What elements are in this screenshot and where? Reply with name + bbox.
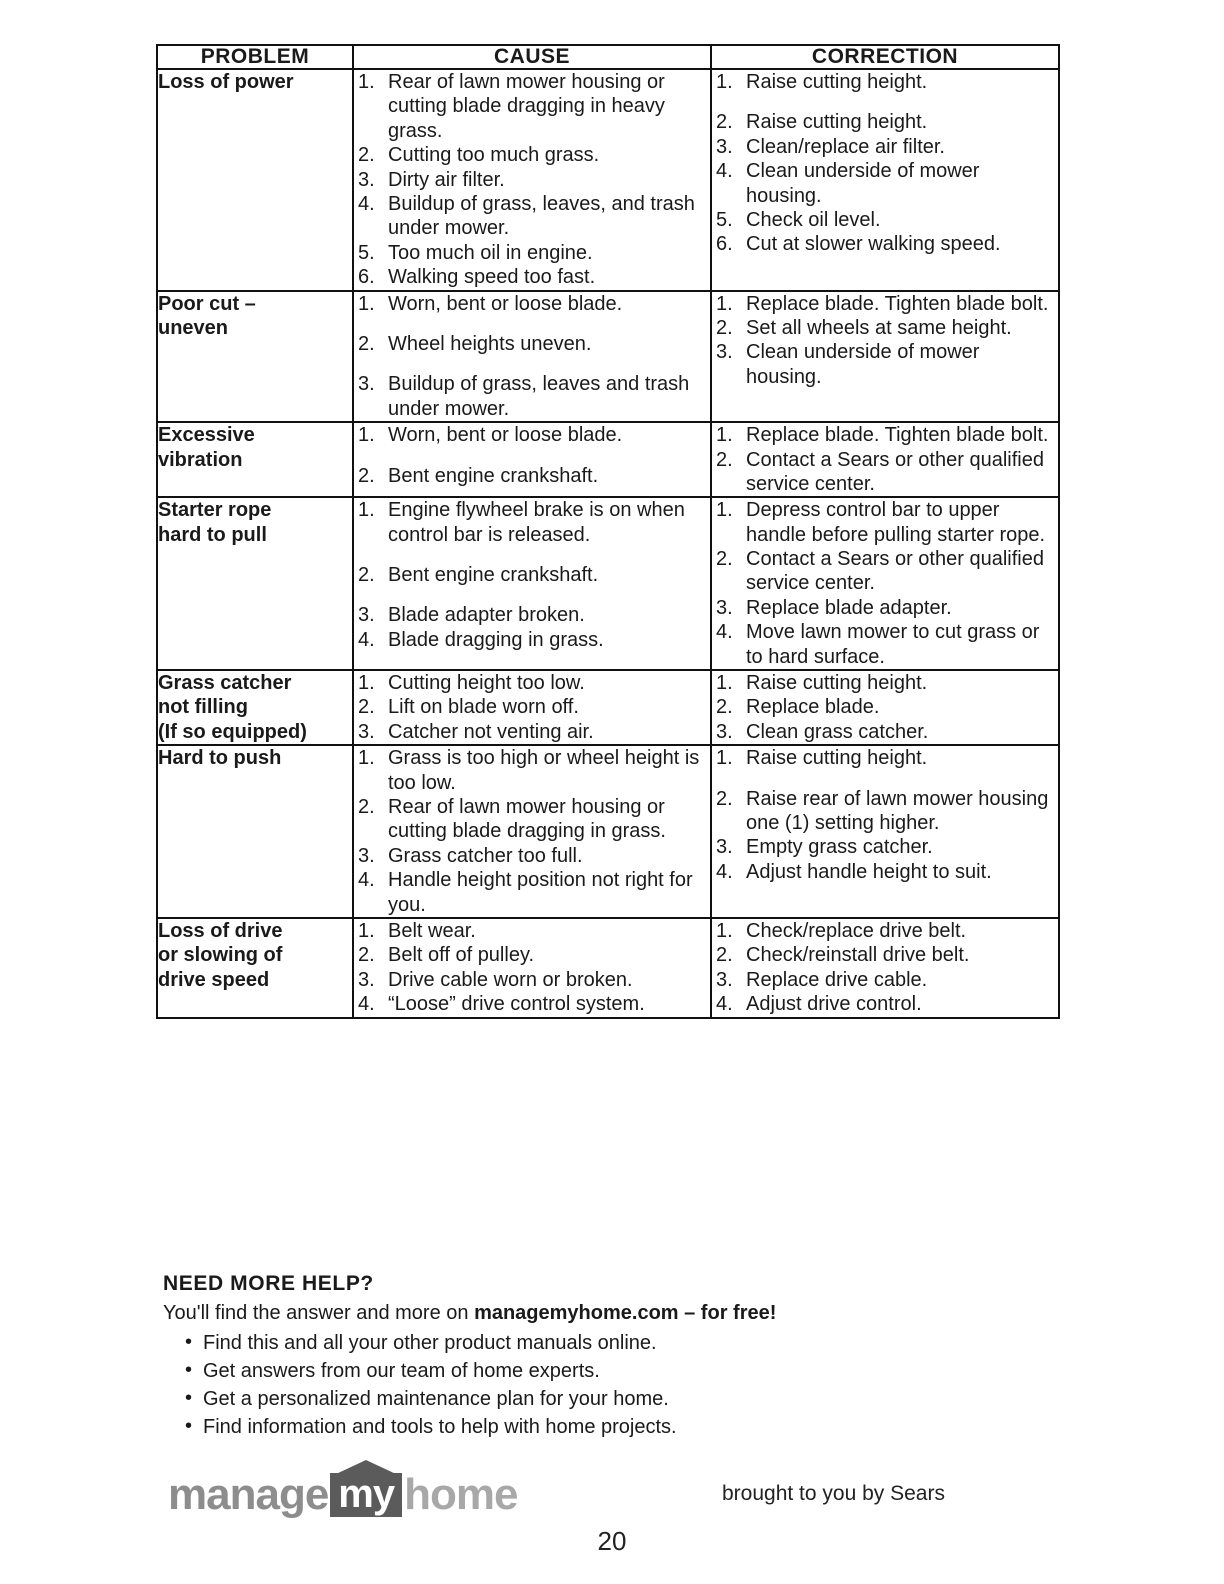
page-footer [0,1470,1224,1584]
list-item-text: Too much oil in engine. [388,241,593,264]
list-item-text: Buildup of grass, leaves, and trash under mower. [388,193,695,240]
list-item-number: 1. [716,292,733,315]
correction-list [712,292,1058,390]
list-item [712,110,1058,134]
list-item [354,423,710,447]
need-more-help-heading: NEED MORE HELP? [163,1272,374,1295]
list-item [712,720,1058,744]
list-item-text: Contact a Sears or other qualified service center. [746,548,1044,595]
problem-line: vibration [158,448,243,471]
problem-line: Starter rope [158,499,272,522]
list-item-text: Raise cutting height. [746,111,928,134]
list-item-number: 2. [716,111,733,134]
list-item [354,168,710,192]
list-item-text: Depress control bar to upper handle before pulling starter rope. [746,499,1046,546]
problem-line: drive speed [158,968,270,991]
problem-cell [157,497,353,670]
problem-line: Loss of drive [158,919,283,942]
list-item-number: 1. [716,747,733,770]
problem-line: Excessive [158,424,255,447]
list-item-text: Handle height position not right for you. [388,869,693,916]
list-item [354,603,710,627]
logo-roof-shape [336,1460,396,1474]
list-item [354,70,710,143]
table-row [157,497,1059,670]
list-item-number: 2. [716,944,733,967]
problem-line: or slowing of [158,944,283,967]
cause-cell [353,670,711,745]
home-icon [330,1473,402,1517]
problem-line: uneven [158,316,229,339]
correction-list [712,746,1058,884]
list-item-number: 1. [716,672,733,695]
list-item-text: Cutting height too low. [388,672,585,695]
list-item-number: 1. [358,672,375,695]
table-row [157,69,1059,291]
list-item-number: 3. [358,720,375,743]
list-item-text: Blade dragging in grass. [388,628,604,651]
list-item [354,968,710,992]
help-bullet-item: • Get answers from our team of home experts. [185,1358,1063,1385]
problem-line: hard to pull [158,523,267,546]
correction-cell [711,69,1059,291]
correction-cell [711,670,1059,745]
problem-cell [157,670,353,745]
cause-cell [353,745,711,918]
list-item [712,943,1058,967]
list-item [354,563,710,587]
list-item [712,695,1058,719]
list-item-number: 5. [716,209,733,231]
list-item-text: Raise cutting height. [746,71,928,94]
list-item-number: 2. [358,464,375,487]
list-item [712,835,1058,859]
problem-cell [157,422,353,497]
list-item-text: Bent engine crankshaft. [388,464,599,487]
correction-list [712,423,1058,496]
list-item [354,498,710,547]
table-row [157,422,1059,497]
brought-to-you-by-text: brought to you by Sears [722,1482,945,1505]
list-item-number: 1. [358,71,375,94]
managemyhome-logo [168,1470,517,1520]
correction-list [712,498,1058,669]
cause-cell [353,497,711,670]
list-item [712,787,1058,836]
list-item-number: 1. [358,919,375,942]
list-item-text: “Loose” drive control system. [388,993,645,1016]
list-item-text: Belt off of pulley. [388,944,535,967]
problem-line: not filling [158,696,248,719]
table-row [157,918,1059,1018]
list-item-text: Grass is too high or wheel height is too low. [388,747,700,794]
list-item-text: Check/replace drive belt. [746,919,967,942]
cause-list [354,746,710,917]
table-body [157,69,1059,1017]
list-item-number: 4. [716,860,733,883]
list-item-number: 2. [358,564,375,587]
list-item-number: 2. [716,448,733,471]
page-number: 20 [597,1526,627,1556]
list-item [712,448,1058,497]
cause-list [354,292,710,422]
troubleshooting-table [156,44,1060,1019]
list-item-number: 4. [358,993,375,1016]
list-item-text: Walking speed too fast. [388,266,596,289]
list-item-number: 1. [716,71,733,94]
list-item-number: 3. [358,968,375,991]
list-item-text: Raise cutting height. [746,672,928,695]
lead-prefix-text: You'll find the answer and more on [163,1302,475,1324]
list-item-text: Adjust drive control. [746,993,922,1016]
list-item-text: Lift on blade worn off. [388,696,579,719]
list-item-text: Buildup of grass, leaves and trash under mower. [388,373,690,420]
correction-list [712,70,1058,257]
list-item-number: 1. [716,424,733,447]
list-item-number: 2. [358,332,375,355]
list-item-number: 2. [716,696,733,719]
list-item-number: 4. [358,628,375,651]
list-item-number: 2. [358,795,375,818]
list-item [712,860,1058,884]
problem-cell [157,745,353,918]
correction-list [712,919,1058,1017]
list-item [354,628,710,652]
correction-cell [711,422,1059,497]
troubleshooting-table-container [156,44,1060,1019]
correction-cell [711,918,1059,1018]
list-item-number: 2. [358,144,375,167]
list-item [354,265,710,289]
list-item-text: Raise cutting height. [746,747,928,770]
list-item-number: 2. [716,316,733,339]
list-item-text: Replace blade. [746,696,880,719]
list-item-text: Cut at slower walking speed. [746,233,1001,256]
list-item-number: 1. [358,499,375,522]
problem-line: Poor cut – [158,292,256,315]
correction-cell [711,745,1059,918]
list-item-number: 4. [716,993,733,1016]
list-item [354,464,710,488]
problem-line: Loss of power [158,71,294,94]
problem-line: Grass catcher [158,672,292,695]
list-item [354,332,710,356]
list-item-number: 3. [716,968,733,991]
list-item-text: Clean/replace air filter. [746,135,945,158]
list-item [712,159,1058,208]
correction-cell [711,291,1059,423]
list-item-number: 2. [716,787,733,810]
list-item-text: Clean underside of mower housing. [746,341,980,388]
list-item [712,620,1058,669]
list-item [712,596,1058,620]
cause-list [354,498,710,652]
correction-list [712,671,1058,744]
logo-word-home: home [404,1470,518,1519]
list-item-text: Set all wheels at same height. [746,316,1012,339]
logo-word-my: my [338,1472,395,1516]
list-item-number: 3. [358,844,375,867]
list-item-text: Belt wear. [388,919,476,942]
list-item-number: 6. [358,266,375,289]
list-item [712,70,1058,94]
cause-cell [353,69,711,291]
list-item-text: Dirty air filter. [388,168,505,191]
list-item-number: 3. [358,373,375,396]
need-more-help-lead [163,1300,1063,1326]
list-item-number: 4. [716,160,733,183]
list-item-number: 3. [716,596,733,619]
column-header-correction: CORRECTION [711,45,1059,69]
list-item [712,968,1058,992]
list-item-text: Clean underside of mower housing. [746,160,980,207]
help-bullet-item: • Find information and tools to help with home projects. [185,1414,1063,1441]
list-item-number: 3. [716,341,733,364]
list-item-text: Replace blade adapter. [746,596,952,619]
list-item [354,192,710,241]
list-item [354,720,710,744]
help-bullet-list [163,1330,1063,1441]
list-item-text: Cutting too much grass. [388,144,600,167]
list-item [712,671,1058,695]
list-item-text: Move lawn mower to cut grass or to hard surface. [746,621,1040,668]
list-item-number: 1. [358,424,375,447]
list-item-number: 3. [716,135,733,158]
list-item [712,498,1058,547]
list-item-number: 3. [358,168,375,191]
problem-line: (If so equipped) [158,720,307,743]
list-item [712,746,1058,770]
list-item-number: 2. [358,696,375,719]
column-header-problem: PROBLEM [157,45,353,69]
list-item-number: 4. [358,869,375,892]
cause-list [354,671,710,744]
list-item [354,844,710,868]
list-item-number: 1. [716,499,733,522]
list-item [354,992,710,1016]
list-item-number: 4. [358,193,375,215]
problem-cell [157,918,353,1018]
table-row [157,670,1059,745]
cause-list [354,423,710,488]
list-item [712,547,1058,596]
list-item-number: 3. [358,604,375,627]
column-header-cause: CAUSE [353,45,711,69]
list-item-number: 2. [716,548,733,571]
list-item-text: Contact a Sears or other qualified service center. [746,448,1044,495]
list-item [354,746,710,795]
list-item-number: 6. [716,233,733,256]
list-item-text: Rear of lawn mower housing or cutting blade dragging in grass. [388,795,666,843]
list-item-text: Clean grass catcher. [746,720,929,743]
table-row [157,291,1059,423]
cause-cell [353,291,711,423]
list-item-number: 4. [716,621,733,644]
list-item [712,992,1058,1016]
list-item [354,671,710,695]
list-item [712,232,1058,256]
list-item [354,143,710,167]
list-item [354,868,710,917]
problem-cell [157,69,353,291]
lead-site-text: managemyhome.com – for free! [474,1302,777,1324]
list-item-text: Raise rear of lawn mower housing one (1) setting higher. [746,787,1049,834]
list-item-number: 1. [358,747,375,770]
list-item-text: Replace drive cable. [746,968,928,991]
help-bullet-item: • Find this and all your other product manuals online. [185,1330,1063,1357]
cause-list [354,70,710,290]
list-item-number: 3. [716,836,733,859]
list-item [354,241,710,265]
list-item [354,695,710,719]
logo-word-manage: manage [168,1470,329,1519]
correction-cell [711,497,1059,670]
list-item-text: Replace blade. Tighten blade bolt. [746,424,1049,447]
list-item-number: 3. [716,720,733,743]
list-item [712,423,1058,447]
list-item-text: Drive cable worn or broken. [388,968,633,991]
list-item [354,943,710,967]
list-item [712,340,1058,389]
list-item [712,919,1058,943]
problem-line: Hard to push [158,747,282,770]
list-item-text: Blade adapter broken. [388,604,585,627]
list-item-text: Replace blade. Tighten blade bolt. [746,292,1049,315]
list-item-text: Worn, bent or loose blade. [388,424,623,447]
list-item [354,292,710,316]
list-item [712,208,1058,232]
cause-cell [353,422,711,497]
list-item-number: 2. [358,944,375,967]
list-item-number: 5. [358,241,375,264]
list-item-number: 1. [358,292,375,315]
list-item-text: Adjust handle height to suit. [746,860,992,883]
cause-cell [353,918,711,1018]
list-item-text: Worn, bent or loose blade. [388,292,623,315]
list-item [354,919,710,943]
problem-cell [157,291,353,423]
list-item-text: Catcher not venting air. [388,720,594,743]
list-item-text: Check/reinstall drive belt. [746,944,970,967]
list-item-text: Check oil level. [746,209,881,231]
help-bullet-item: • Get a personalized maintenance plan for your home. [185,1386,1063,1413]
list-item-number: 1. [716,919,733,942]
list-item-text: Wheel heights uneven. [388,332,592,355]
list-item [712,316,1058,340]
table-row [157,745,1059,918]
need-more-help-section [163,1272,1063,1442]
list-item-text: Empty grass catcher. [746,836,933,859]
list-item-text: Engine flywheel brake is on when control bar is released. [388,499,685,546]
list-item [712,292,1058,316]
list-item [354,372,710,421]
cause-list [354,919,710,1017]
list-item-text: Rear of lawn mower housing or cutting blade dragging in heavy grass. [388,71,665,142]
table-header-row [157,45,1059,69]
list-item [712,135,1058,159]
list-item-text: Bent engine crankshaft. [388,564,599,587]
list-item-text: Grass catcher too full. [388,844,583,867]
list-item [354,795,710,844]
